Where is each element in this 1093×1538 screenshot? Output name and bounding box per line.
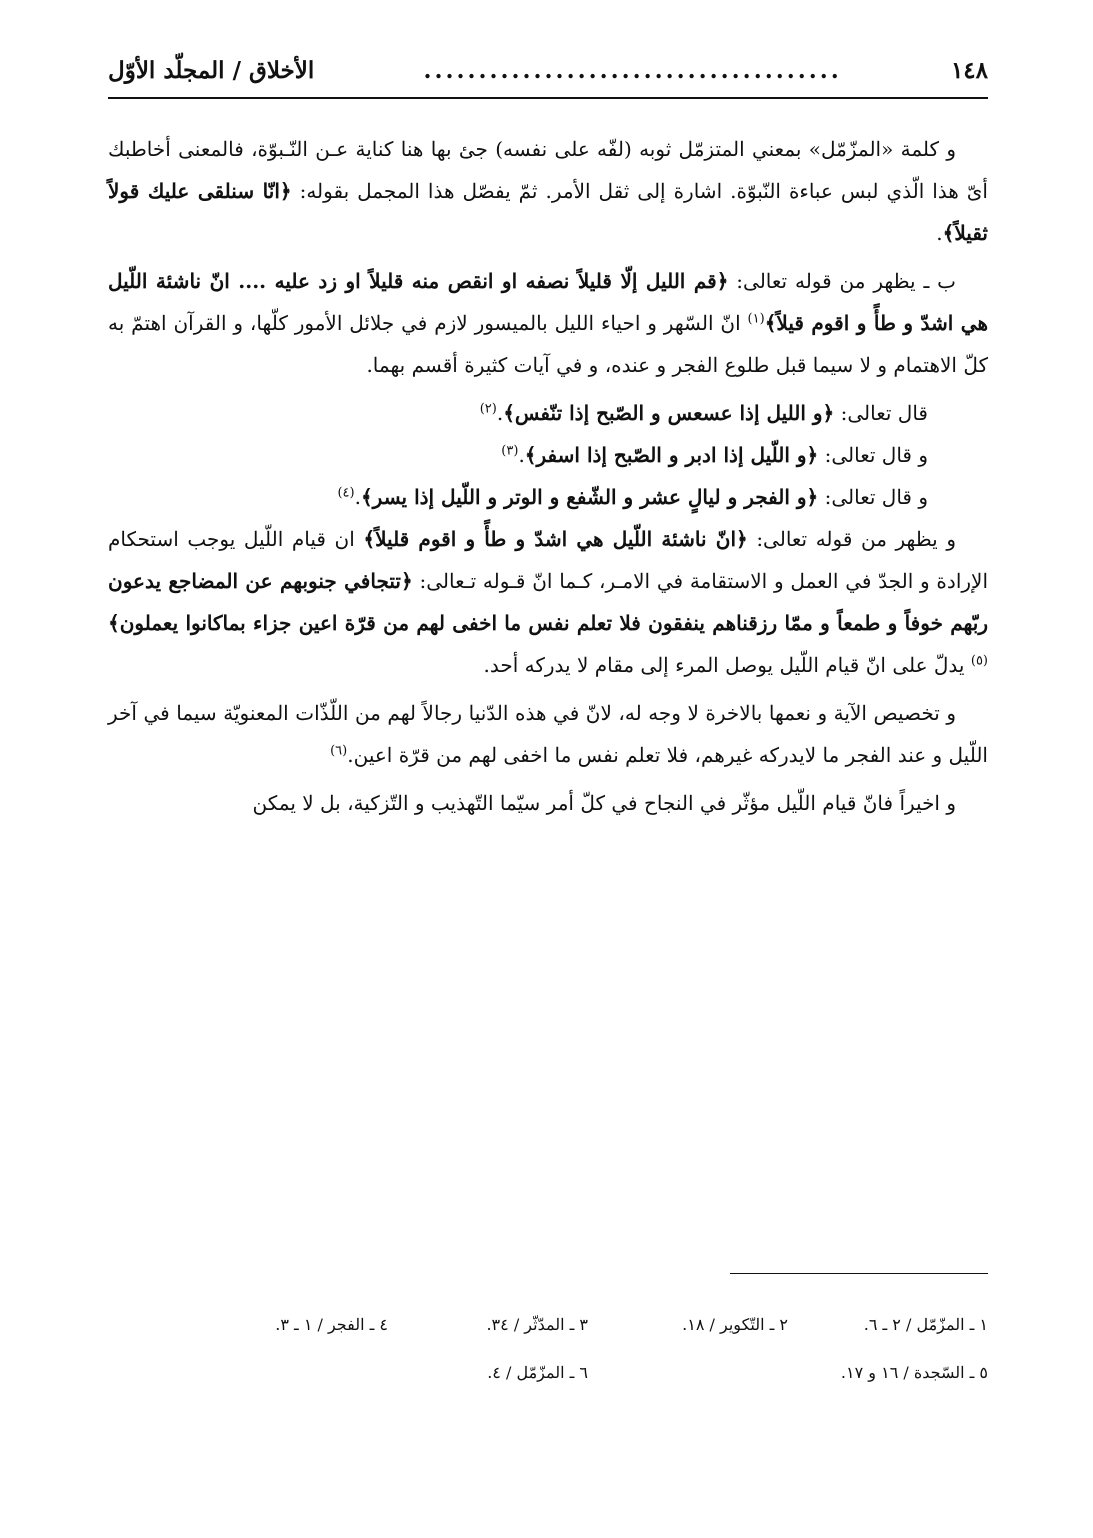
header-leader-dots: ...................................... [423, 56, 842, 84]
footnote-ref: (٤) [337, 485, 355, 501]
footnote-rule [730, 1273, 988, 1274]
paragraph-4 [108, 692, 988, 776]
footnote-3: ٣ ـ المدّثّر / ٣٤. [486, 1314, 588, 1334]
paragraph-2-text-b: انّ السّهر و احياء الليل بالميسور لازم في جلائل الأمور كلّها، و القرآن اهتمّ به كلّ الاهتمام و لا سيما قبل طلوع الفجر و عنده، و في آيات كثيرة أقسم بهما. [108, 311, 988, 377]
quran-quote: ﴿و الفجر و ليالٍ عشر و الشّفع و الوتر و اللّيل إذا يسر﴾ [360, 485, 819, 509]
verse-line [108, 392, 988, 434]
verse-suffix: . [496, 401, 504, 425]
quran-quote: ﴿تتجافي جنوبهم عن المضاجع يدعون ربّهم خوفاً و طمعاً و ممّا رزقناهم ينفقون فلا تعلم نفس ما اخفى لهم من قرّة اعين جزاء بماكانوا يعملون﴾ [108, 569, 988, 635]
paragraph-3-text-c: يدلّ على انّ قيام اللّيل يوصل المرء إلى مقام لا يدركه أحد. [483, 653, 971, 677]
footnote-6: ٦ ـ المزّمّل / ٤. [487, 1362, 588, 1382]
footnote-ref: (٢) [479, 401, 497, 417]
quran-quote: ﴿قم الليل إلّا قليلاً نصفه او انقص منه قليلاً او زد عليه .... انّ ناشئة اللّيل هي اشدّ و طأً و اقوم قيلاً﴾ [108, 269, 988, 335]
page-number: ١٤٨ [950, 56, 988, 84]
footnote-row [108, 1300, 988, 1348]
book-title: الأخلاق / المجلّد الأوّل [108, 56, 315, 84]
paragraph-1-text: و كلمة «المزّمّل» بمعني المتزمّل ثوبه (لفّه على نفسه) جئ بها هنا كناية عـن النّـبوّة، فالمعنى أخاطبك أىّ هذا الّذي لبس عباءة النّبوّة. اشارة إلى ثقل الأمر. ثمّ يفصّل هذا المجمل بقوله: [108, 137, 988, 203]
footnote-4: ٤ ـ الفجر / ١ ـ ٣. [275, 1314, 388, 1334]
paragraph-4-text: و تخصيص الآية و نعمها بالاخرة لا وجه له، لانّ في هذه الدّنيا رجالاً لهم من اللّذّات المعنويّة سيما في آخر اللّيل و عند الفجر ما لايدركه غيرهم، فلا تعلم نفس ما اخفى لهم من قرّة اعين. [108, 701, 988, 767]
footnote-ref: (٦) [330, 743, 348, 759]
paragraph-5-text: و اخيراً فانّ قيام اللّيل مؤثّر في النجاح في كلّ أمر سيّما التّهذيب و التّزكية، بل لا يمكن [252, 791, 956, 815]
paragraph-2 [108, 260, 988, 386]
paragraph-1-end: . [936, 221, 943, 245]
paragraph-3 [108, 518, 988, 686]
verse-prefix: و قال تعالى: [818, 443, 928, 467]
footnote-1: ١ ـ المزّمّل / ٢ ـ ٦. [863, 1314, 988, 1334]
quran-quote: ﴿و الليل إذا عسعس و الصّبح إذا تنّفس﴾ [503, 401, 835, 425]
header-rule [108, 97, 988, 99]
footnotes [108, 1300, 988, 1396]
quran-quote: ﴿و اللّيل إذا ادبر و الصّبح إذا اسفر﴾ [524, 443, 819, 467]
footnote-2: ٢ ـ التّكوير / ١٨. [682, 1314, 788, 1334]
paragraph-2-text: ب ـ يظهر من قوله تعالى: [728, 269, 957, 293]
paragraph-5 [108, 782, 988, 824]
verse-line [108, 434, 988, 476]
verse-line [108, 476, 988, 518]
footnote-ref: (٥) [970, 653, 988, 669]
verse-prefix: قال تعالى: [834, 401, 928, 425]
main-text [108, 128, 988, 830]
verse-suffix: . [518, 443, 525, 467]
quran-quote: ﴿انّ ناشئة اللّيل هي اشدّ و طأً و اقوم قليلاً﴾ [363, 527, 748, 551]
footnote-5: ٥ ـ السّجدة / ١٦ و ١٧. [840, 1362, 988, 1382]
paragraph-1 [108, 128, 988, 254]
footnote-ref: (٣) [501, 443, 519, 459]
paragraph-3-text-b: ان قيام اللّيل يوجب استحكام الإرادة و الجدّ في العمل و الاستقامة في الامـر، كـما انّ قـوله تـعالى: [108, 527, 988, 593]
quran-quote: ﴿انّا سنلقى عليك قولاً ثقيلاً﴾ [108, 179, 988, 245]
footnote-row [108, 1348, 988, 1396]
verse-prefix: و قال تعالى: [818, 485, 928, 509]
verse-suffix: . [354, 485, 361, 509]
running-header [108, 50, 988, 90]
footnote-ref: (١) [747, 311, 765, 327]
paragraph-3-text: و يظهر من قوله تعالى: [747, 527, 956, 551]
